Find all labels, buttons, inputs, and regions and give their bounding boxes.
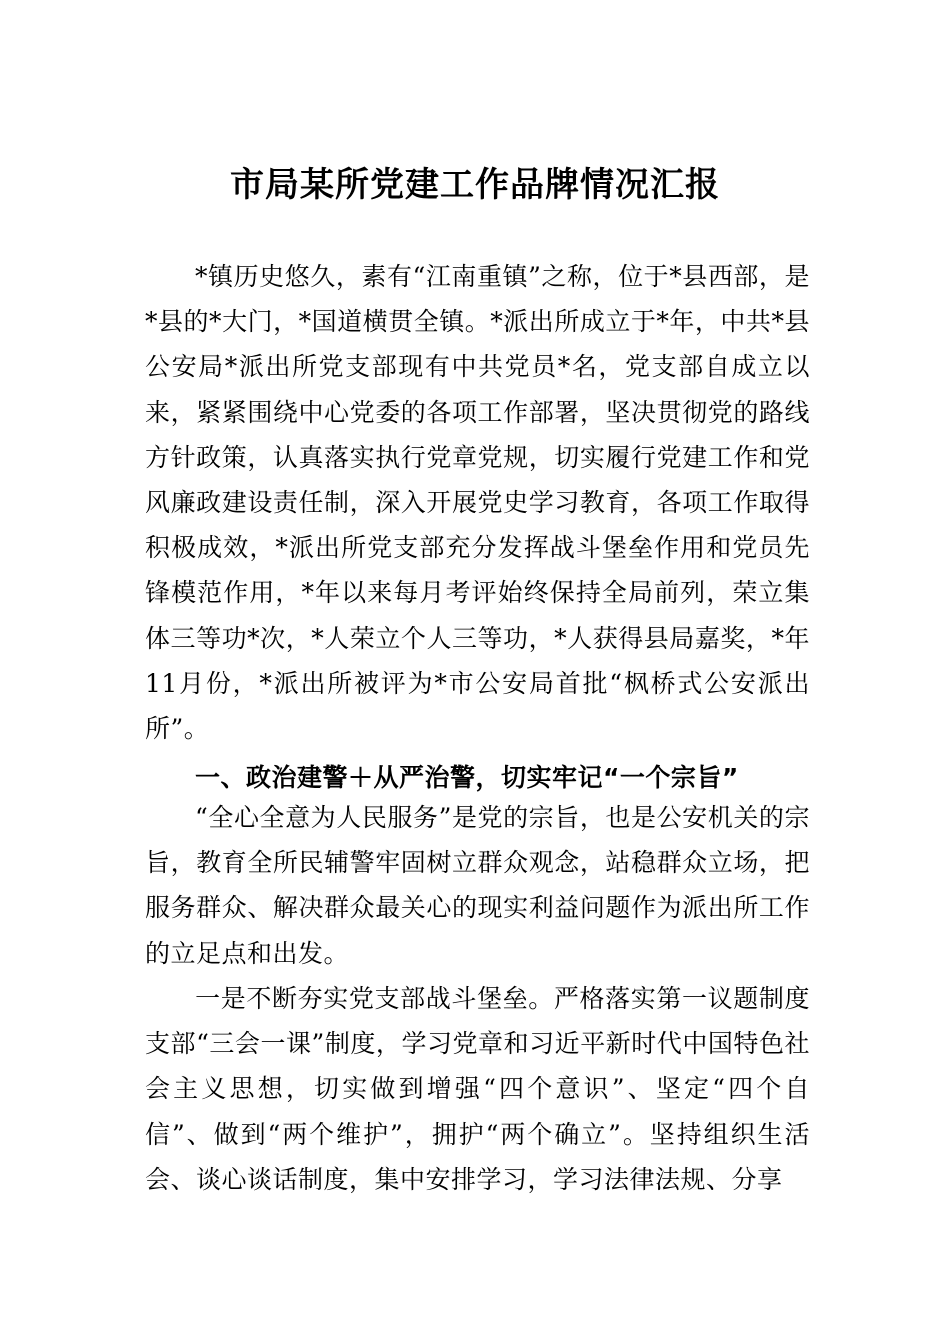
paragraph-branch-fortress xyxy=(145,976,810,1206)
paragraph-purpose xyxy=(145,795,810,975)
paragraph-intro xyxy=(145,254,810,754)
paragraph-intro-text: *镇历史悠久，素有“江南重镇”之称，位于*县西部，是*县的*大门，*国道横贯全镇。*派出所成立于*年，中共*县公安局*派出所党支部现有中共党员*名，党支部自成立以来，紧紧围绕中心党委的各项工作部署，坚决贯彻党的路线方针政策，认真落实执行党章党规，切实履行党建工作和党风廉政建设责任制，深入开展党史学习教育，各项工作取得积极成效，*派出所党支部充分发挥战斗堡垒作用和党员先锋模范作用，*年以来每月考评始终保持全局前列，荣立集体三等功*次，*人荣立个人三等功，*人获得县局嘉奖，*年11月份，*派出所被评为*市公安局首批“枫桥式公安派出所”。 xyxy=(145,262,810,744)
paragraph-purpose-text: “全心全意为人民服务”是党的宗旨，也是公安机关的宗旨，教育全所民辅警牢固树立群众观念，站稳群众立场，把服务群众、解决群众最关心的现实利益问题作为派出所工作的立足点和出发。 xyxy=(145,803,810,968)
document-title: 市局某所党建工作品牌情况汇报 xyxy=(230,165,720,205)
section-heading-1: 一、政治建警＋从严治警，切实牢记“一个宗旨” xyxy=(195,763,739,792)
paragraph-branch-fortress-text: 一是不断夯实党支部战斗堡垒。严格落实第一议题制度支部“三会一课”制度，学习党章和习近平新时代中国特色社会主义思想，切实做到增强“四个意识”、坚定“四个自信”、做到“两个维护”，拥护“两个确立”。坚持组织生活会、谈心谈话制度，集中安排学习，学习法律法规、分享 xyxy=(145,984,810,1194)
